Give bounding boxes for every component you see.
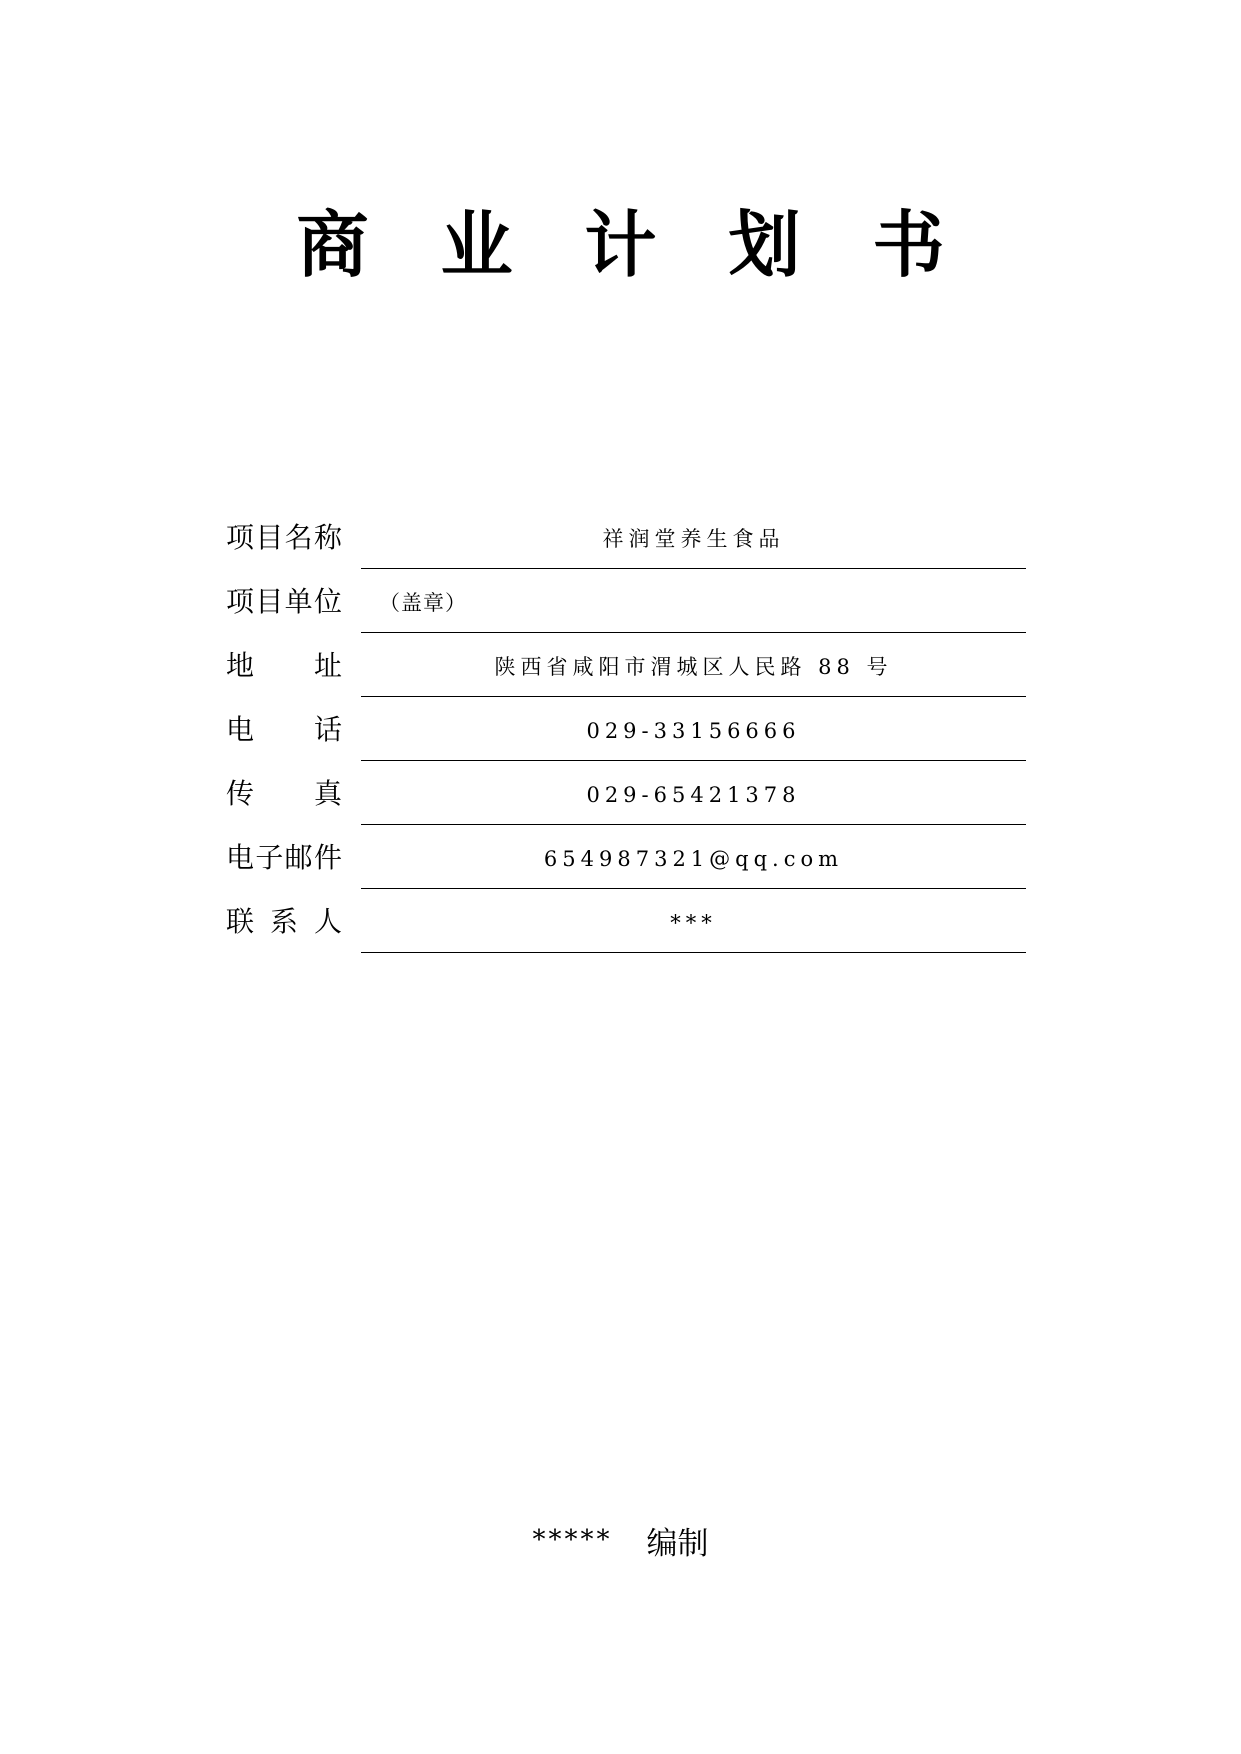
info-row-fax (226, 761, 1026, 825)
info-value: 029-65421378 (586, 783, 801, 807)
info-value-line (361, 889, 1026, 953)
info-value-line (361, 825, 1026, 889)
info-row-project-name (226, 505, 1026, 569)
title-char: 书 (872, 202, 945, 287)
info-value: 陕西省咸阳市渭城区人民路 88 号 (494, 655, 893, 679)
compiler-name: ***** (532, 1525, 613, 1555)
title-char: 业 (440, 202, 513, 287)
info-row-contact (226, 889, 1026, 953)
info-label: 地 址 (226, 649, 342, 682)
info-value: 654987321@qq.com (543, 847, 844, 871)
info-value: 祥润堂养生食品 (602, 527, 785, 551)
info-row-project-unit (226, 569, 1026, 633)
title-char: 商 (296, 202, 369, 287)
info-row-phone (226, 697, 1026, 761)
info-value: 029-33156666 (586, 719, 801, 743)
info-label: 项 目 单 位 (226, 585, 342, 618)
info-row-address (226, 633, 1026, 697)
info-label: 传 真 (226, 777, 342, 810)
info-value-line (361, 569, 1026, 633)
info-row-email (226, 825, 1026, 889)
title-char: 划 (728, 202, 801, 287)
info-label: 电 话 (226, 713, 342, 746)
compiled-label: 编制 (646, 1525, 709, 1562)
document-title (0, 190, 1241, 300)
info-value: *** (670, 911, 717, 935)
info-value-line (361, 505, 1026, 569)
compiled-by-footer (0, 1515, 1241, 1565)
info-label: 项 目 名 称 (226, 521, 342, 554)
info-label: 联 系 人 (226, 905, 342, 938)
info-value-line (361, 697, 1026, 761)
info-value: （盖章） (379, 591, 467, 615)
project-info-table (226, 505, 1026, 953)
info-value-line (361, 761, 1026, 825)
info-label: 电 子 邮 件 (226, 841, 342, 874)
info-value-line (361, 633, 1026, 697)
title-char: 计 (584, 202, 657, 287)
